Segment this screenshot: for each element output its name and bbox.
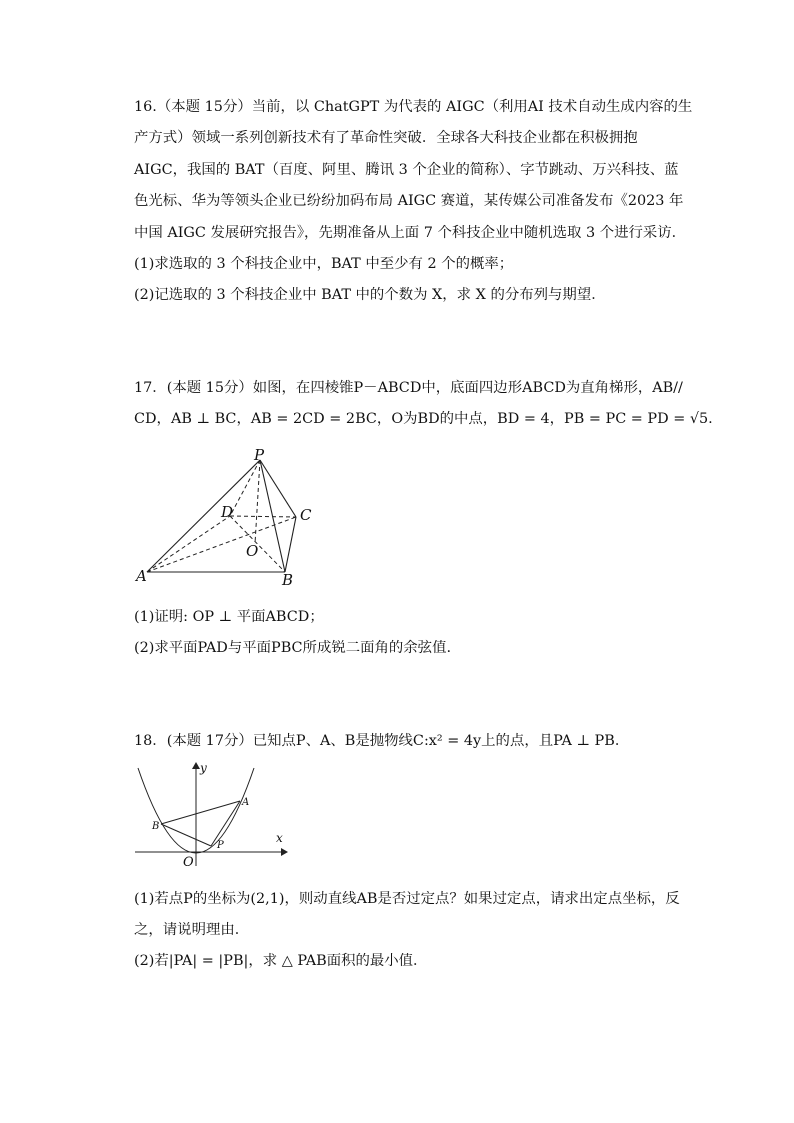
q17-line-1: 17．(本题 15分）如图，在四棱锥P－ABCD中，底面四边形ABCD为直角梯形，AB//: [134, 380, 683, 396]
label-y-axis: y: [200, 761, 207, 775]
label-point-b: B: [152, 821, 160, 832]
label-o: O: [246, 542, 259, 560]
label-x-axis: x: [276, 831, 283, 845]
label-origin: O: [183, 855, 194, 870]
label-p: P: [254, 446, 265, 464]
q17-subquestion-1: (1)证明: OP ⊥ 平面ABCD；: [134, 609, 324, 625]
q16-line-2: 产方式）领域一系列创新技术有了革命性突破．全球各大科技企业都在积极拥抱: [134, 130, 638, 146]
label-point-p: P: [217, 840, 224, 851]
q18-subquestion-1-cont: 之，请说明理由．: [134, 922, 250, 938]
q18-subquestion-1: (1)若点P的坐标为(2,1)，则动直线AB是否过定点？如果过定点，请求出定点坐标，反: [134, 891, 680, 907]
q16-line-5: 中国 AIGC 发展研究报告》，先期准备从上面 7 个科技企业中随机选取 3 个进行采访．: [134, 225, 687, 241]
label-c: C: [300, 506, 312, 524]
q16-subquestion-2: (2)记选取的 3 个科技企业中 BAT 中的个数为 X，求 X 的分布列与期望．: [134, 287, 606, 303]
q17-line-2: CD，AB ⊥ BC，AB = 2CD = 2BC，O为BD的中点，BD = 4，PB = PC = PD = √5.: [134, 411, 713, 427]
label-a: A: [136, 567, 147, 585]
label-b: B: [282, 571, 294, 589]
label-d: D: [221, 503, 234, 521]
parabola-figure: [130, 758, 295, 870]
q16-line-1: 16.（本题 15分）当前，以 ChatGPT 为代表的 AIGC（利用AI 技术自动生成内容的生: [134, 99, 693, 115]
q16-subquestion-1: (1)求选取的 3 个科技企业中，BAT 中至少有 2 个的概率；: [134, 256, 514, 272]
q17-subquestion-2: (2)求平面PAD与平面PBC所成锐二面角的余弦值.: [134, 640, 452, 656]
q16-line-3: AIGC，我国的 BAT（百度、阿里、腾讯 3 个企业的简称）、字节跳动、万兴科技、蓝: [134, 162, 679, 178]
q18-line-1: 18．(本题 17分）已知点P、A、B是抛物线C:x² = 4y上的点，且PA ⊥ PB．: [134, 733, 630, 749]
q16-line-4: 色光标、华为等领头企业已纷纷加码布局 AIGC 赛道，某传媒公司准备发布《2023 年: [134, 193, 684, 209]
q18-subquestion-2: (2)若|PA| = |PB|，求 △ PAB面积的最小值．: [134, 953, 428, 969]
label-point-a: A: [242, 797, 250, 808]
pyramid-figure: [130, 444, 330, 589]
